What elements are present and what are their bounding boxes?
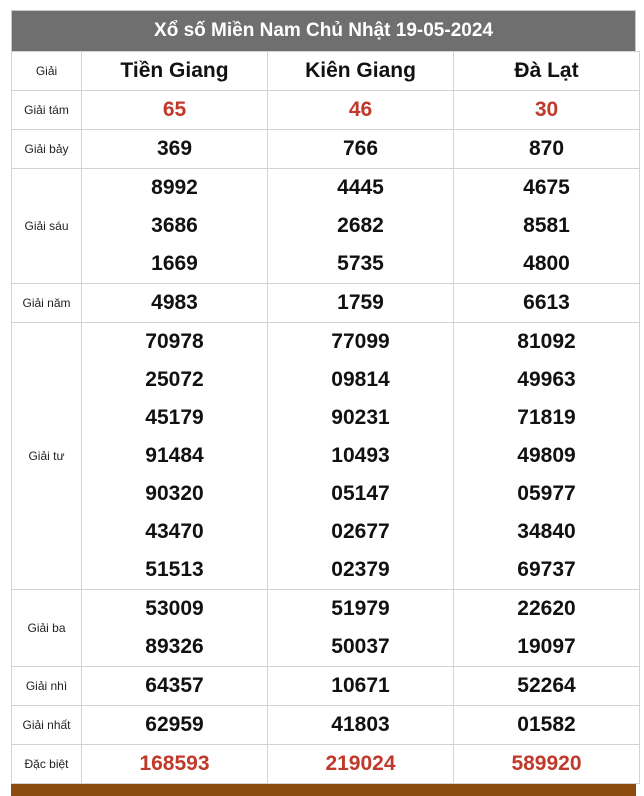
prize-cell <box>454 590 640 667</box>
prize-label: Giải ba <box>12 590 82 667</box>
prize-number: 51979 <box>331 597 390 620</box>
results-table <box>11 51 640 784</box>
prize-number: 30 <box>534 98 559 121</box>
prize-cell <box>82 91 268 130</box>
prize-label: Giải tám <box>12 91 82 130</box>
prize-column-header: Giải <box>12 52 82 91</box>
prize-number: 46 <box>348 98 373 121</box>
prize-cell <box>82 706 268 745</box>
prize-number: 64357 <box>145 674 204 697</box>
prize-row <box>12 323 640 590</box>
prize-number: 10493 <box>331 444 390 467</box>
prize-number: 219024 <box>325 752 396 775</box>
prize-number: 49809 <box>517 444 576 467</box>
prize-number: 01582 <box>517 713 576 736</box>
prize-cell <box>82 590 268 667</box>
prize-number: 870 <box>528 137 565 160</box>
prize-label: Giải nhất <box>12 706 82 745</box>
prize-number: 89326 <box>145 635 204 658</box>
prize-cell <box>454 667 640 706</box>
prize-number: 52264 <box>517 674 576 697</box>
prize-number: 02677 <box>331 520 390 543</box>
prize-number: 8581 <box>523 214 570 237</box>
prize-number: 4675 <box>523 176 570 199</box>
prize-number: 70978 <box>145 330 204 353</box>
prize-number: 4800 <box>523 252 570 275</box>
prize-number: 589920 <box>511 752 582 775</box>
prize-number: 5735 <box>337 252 384 275</box>
prize-cell <box>454 284 640 323</box>
prize-number: 4983 <box>151 291 198 314</box>
prize-number: 71819 <box>517 406 576 429</box>
prize-cell <box>268 590 454 667</box>
prize-number: 766 <box>342 137 379 160</box>
province-header-2: Kiên Giang <box>268 52 454 91</box>
prize-cell <box>82 667 268 706</box>
prize-row <box>12 590 640 667</box>
prize-cell <box>454 91 640 130</box>
prize-number: 8992 <box>151 176 198 199</box>
prize-number: 05147 <box>331 482 390 505</box>
prize-number: 05977 <box>517 482 576 505</box>
prize-cell <box>82 323 268 590</box>
prize-row <box>12 745 640 784</box>
prize-number: 369 <box>156 137 193 160</box>
prize-cell <box>82 284 268 323</box>
prize-row <box>12 284 640 323</box>
prize-number: 3686 <box>151 214 198 237</box>
prize-number: 45179 <box>145 406 204 429</box>
prize-label: Giải năm <box>12 284 82 323</box>
prize-number: 19097 <box>517 635 576 658</box>
prize-label: Giải nhì <box>12 667 82 706</box>
prize-row <box>12 169 640 284</box>
prize-cell <box>268 91 454 130</box>
prize-cell <box>268 745 454 784</box>
prize-number: 62959 <box>145 713 204 736</box>
prize-number: 4445 <box>337 176 384 199</box>
prize-number: 91484 <box>145 444 204 467</box>
prize-label: Đặc biệt <box>12 745 82 784</box>
prize-number: 69737 <box>517 558 576 581</box>
prize-row <box>12 667 640 706</box>
page-title: Xổ số Miền Nam Chủ Nhật 19-05-2024 <box>11 10 636 51</box>
prize-cell <box>268 284 454 323</box>
prize-number: 25072 <box>145 368 204 391</box>
province-header-1: Tiền Giang <box>82 52 268 91</box>
prize-number: 1759 <box>337 291 384 314</box>
prize-number: 49963 <box>517 368 576 391</box>
prize-row <box>12 91 640 130</box>
prize-row <box>12 706 640 745</box>
prize-number: 43470 <box>145 520 204 543</box>
prize-number: 65 <box>162 98 187 121</box>
prize-number: 10671 <box>331 674 390 697</box>
prize-row <box>12 130 640 169</box>
prize-cell <box>82 745 268 784</box>
prize-number: 22620 <box>517 597 576 620</box>
prize-cell <box>454 745 640 784</box>
prize-cell <box>454 130 640 169</box>
prize-cell <box>268 130 454 169</box>
prize-cell <box>268 667 454 706</box>
prize-number: 6613 <box>523 291 570 314</box>
prize-number: 90320 <box>145 482 204 505</box>
prize-number: 34840 <box>517 520 576 543</box>
prize-number: 77099 <box>331 330 390 353</box>
prize-number: 168593 <box>139 752 210 775</box>
prize-number: 02379 <box>331 558 390 581</box>
prize-number: 2682 <box>337 214 384 237</box>
prize-cell <box>454 169 640 284</box>
prize-number: 09814 <box>331 368 390 391</box>
prize-label: Giải sáu <box>12 169 82 284</box>
prize-label: Giải tư <box>12 323 82 590</box>
province-header-row <box>12 52 640 91</box>
prize-number: 51513 <box>145 558 204 581</box>
prize-cell <box>82 169 268 284</box>
prize-label: Giải bảy <box>12 130 82 169</box>
prize-number: 81092 <box>517 330 576 353</box>
prize-number: 90231 <box>331 406 390 429</box>
prize-cell <box>454 706 640 745</box>
prize-cell <box>268 323 454 590</box>
prize-cell <box>82 130 268 169</box>
prize-number: 41803 <box>331 713 390 736</box>
province-header-3: Đà Lạt <box>454 52 640 91</box>
prize-cell <box>268 169 454 284</box>
prize-cell <box>268 706 454 745</box>
footer-bar <box>11 784 636 796</box>
prize-number: 1669 <box>151 252 198 275</box>
lottery-results-panel <box>11 10 636 796</box>
prize-number: 50037 <box>331 635 390 658</box>
prize-cell <box>454 323 640 590</box>
prize-number: 53009 <box>145 597 204 620</box>
